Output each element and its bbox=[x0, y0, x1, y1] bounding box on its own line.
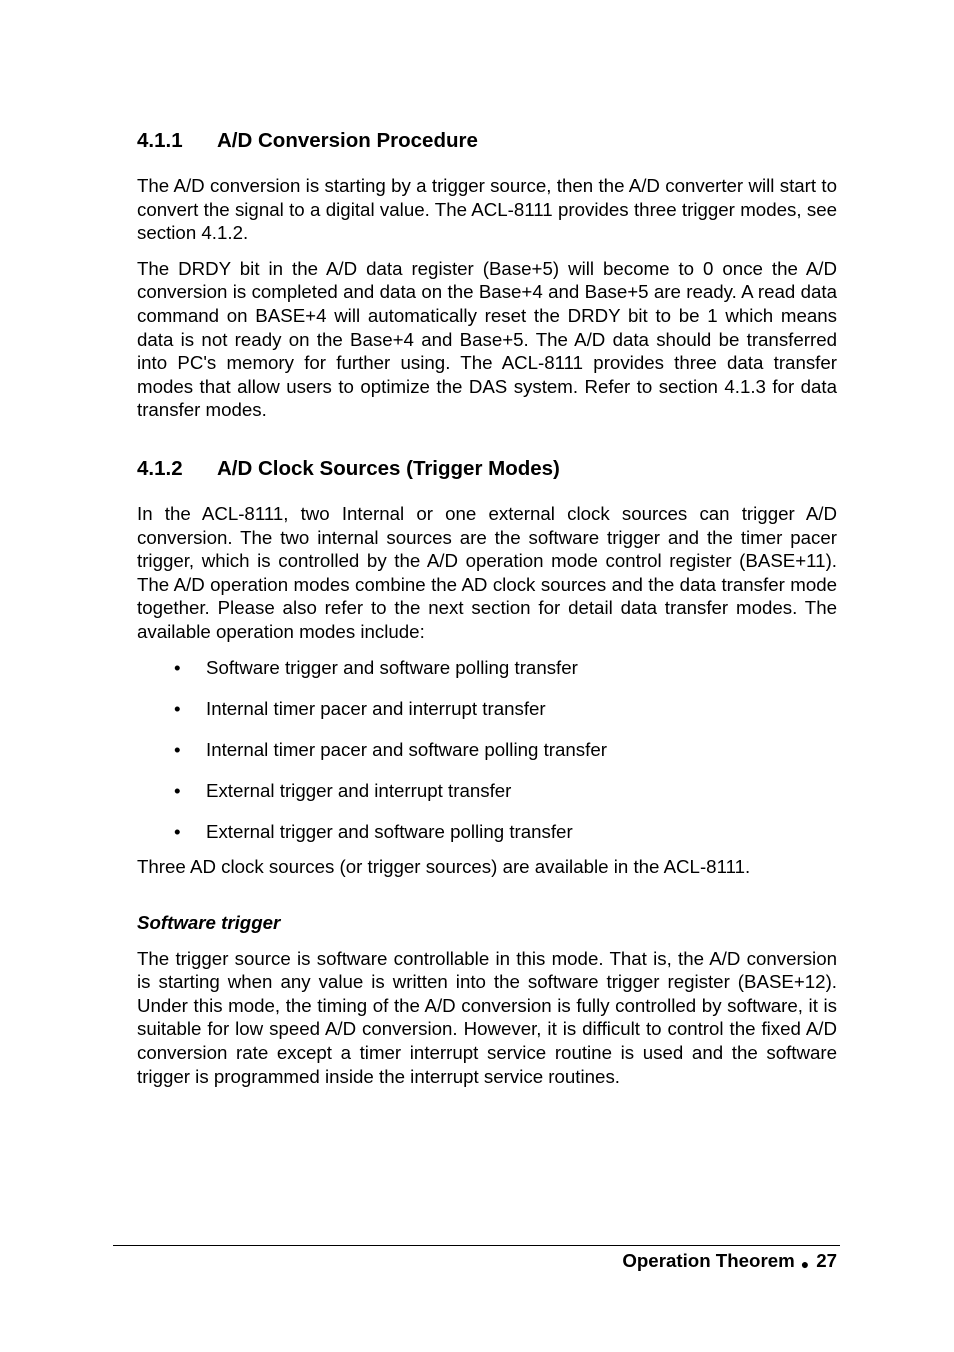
operation-modes-list bbox=[137, 656, 837, 844]
section-number: 4.1.2 bbox=[137, 456, 183, 480]
footer-divider bbox=[113, 1245, 840, 1246]
paragraph: In the ACL-8111, two Internal or one external clock sources can trigger A/D conversion. The two internal sources are the software trigger and the timer pacer trigger, which is controlled by the A/D operation mode control register (BASE+11). The A/D operation modes combine the AD clock sources and the data transfer mode together. Please also refer to the next section for detail data transfer modes. The available operation modes include: bbox=[137, 502, 837, 642]
section-heading-4-1-2 bbox=[137, 456, 837, 482]
section-title: A/D Clock Sources (Trigger Modes) bbox=[217, 456, 560, 480]
page-footer bbox=[622, 1249, 837, 1274]
paragraph: The DRDY bit in the A/D data register (Base+5) will become to 0 once the A/D conversion is completed and data on the Base+4 and Base+5 are ready. A read data command on BASE+4 will automatically reset the DRDY bit to be 1 which means data is not ready on the Base+4 and Base+5. The A/D data should be transferred into PC's memory for further using. The ACL-8111 provides three data transfer modes that allow users to optimize the DAS system. Refer to section 4.1.3 for data transfer modes. bbox=[137, 257, 837, 421]
bullet-icon: • bbox=[174, 820, 181, 842]
section-heading-4-1-1 bbox=[137, 128, 837, 154]
paragraph: The A/D conversion is starting by a trigger source, then the A/D converter will start to convert the signal to a digital value. The ACL-8111 provides three trigger modes, see section 4.1.2. bbox=[137, 175, 837, 244]
bullet-icon: • bbox=[174, 738, 181, 760]
list-item: • External trigger and interrupt transfer bbox=[174, 779, 512, 801]
section-title: A/D Conversion Procedure bbox=[217, 129, 478, 152]
paragraph: The trigger source is software controllable in this mode. That is, the A/D conversion is starting when any value is written into the software trigger register (BASE+12). Under this mode, the timing of the A/D conversion is fully controlled by software, it is suitable for low speed A/D conversion. However, it is difficult to control the fixed A/D conversion rate except a timer interrupt service routine is used and the software trigger is programmed inside the interrupt service routines. bbox=[137, 947, 837, 1087]
subsection-heading: Software trigger bbox=[137, 911, 281, 933]
page-content bbox=[137, 128, 837, 1100]
list-item: • Internal timer pacer and interrupt transfer bbox=[174, 697, 546, 719]
list-item: • Software trigger and software polling transfer bbox=[174, 656, 578, 678]
bullet-icon: • bbox=[174, 697, 181, 719]
footer-chapter: Operation Theorem bbox=[622, 1250, 795, 1271]
section-number: 4.1.1 bbox=[137, 129, 183, 152]
list-item: • Internal timer pacer and software polling transfer bbox=[174, 738, 607, 760]
bullet-icon: • bbox=[174, 656, 181, 678]
bullet-icon: ● bbox=[800, 1256, 810, 1272]
list-item: • External trigger and software polling transfer bbox=[174, 820, 573, 842]
page-number: 27 bbox=[816, 1250, 837, 1271]
paragraph: Three AD clock sources (or trigger sources) are available in the ACL-8111. bbox=[137, 855, 751, 877]
bullet-icon: • bbox=[174, 779, 181, 801]
